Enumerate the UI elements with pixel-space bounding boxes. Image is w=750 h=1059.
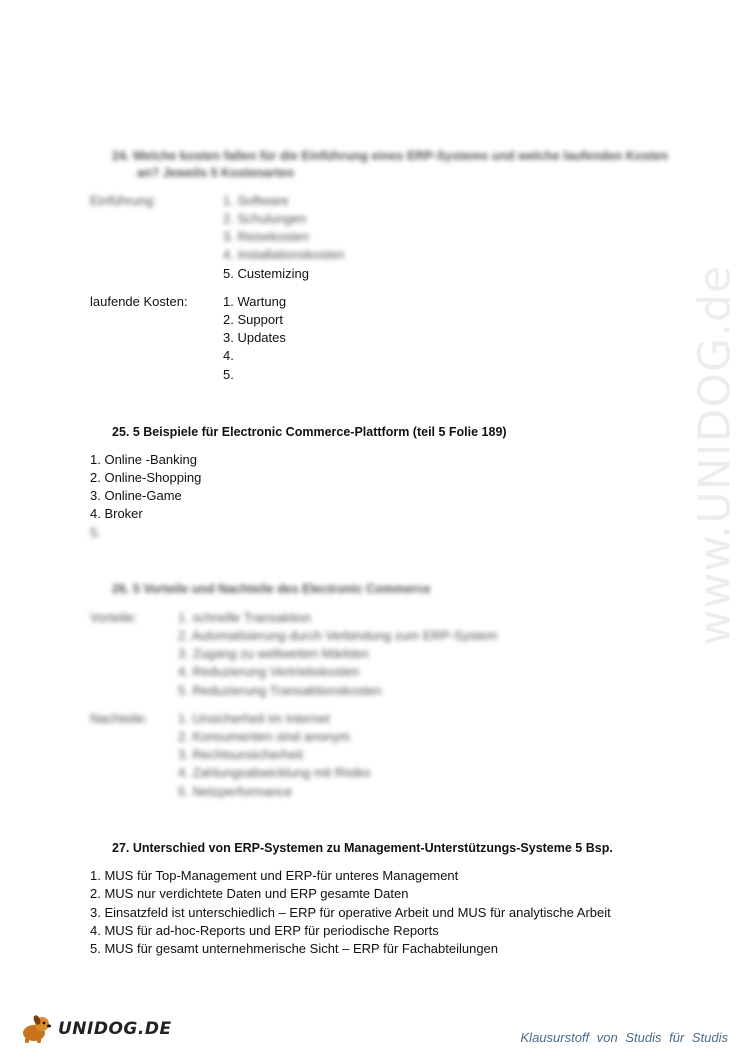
q24-running-item: 4.	[223, 348, 234, 363]
q26-pro-item: 5. Reduzierung Transaktionskosten	[178, 683, 382, 698]
q27-title: 27. Unterschied von ERP-Systemen zu Management-Unterstützungs-Systeme 5 Bsp.	[112, 841, 613, 855]
q24-running-item: 1. Wartung	[223, 294, 287, 309]
q27-item: 2. MUS nur verdichtete Daten und ERP gesamte Daten	[90, 886, 409, 901]
q26-pro-item: 1. schnelle Transaktion	[178, 610, 311, 625]
watermark: www.UNIDOG.de	[689, 264, 741, 646]
dog-mascot-icon	[20, 1014, 54, 1044]
q24-running-item: 2. Support	[223, 312, 283, 327]
q26-pro-item: 2. Automatisierung durch Verbindung zum ERP-System	[178, 628, 498, 643]
q27-item: 3. Einsatzfeld ist unterschiedlich – ERP für operative Arbeit und MUS für analytische Arbeit	[90, 905, 611, 920]
q26-con-item: 4. Zahlungsabwicklung mit Risiko	[178, 765, 371, 780]
q25-item: 4. Broker	[90, 506, 143, 521]
q26-con-item: 2. Konsumenten sind anonym	[178, 729, 350, 744]
q25-item: 1. Online -Banking	[90, 452, 197, 467]
q24-intro-item: 1. Software	[223, 193, 289, 208]
q24-running-item: 5.	[223, 367, 234, 382]
q27-item: 1. MUS für Top-Management und ERP-für unteres Management	[90, 868, 459, 883]
unidog-logo[interactable]	[20, 1014, 172, 1044]
q26-pro-item: 3. Zugang zu weltweiten Märkten	[178, 646, 369, 661]
q25-item: 3. Online-Game	[90, 488, 182, 503]
q26-label-pros: Vorteile:	[90, 610, 137, 625]
q24-intro-item: 3. Reisekosten	[223, 229, 309, 244]
q24-label-running: laufende Kosten:	[90, 294, 188, 309]
q26-con-item: 5. Netzperformance	[178, 784, 293, 799]
q25-title: 25. 5 Beispiele für Electronic Commerce-Plattform (teil 5 Folie 189)	[112, 425, 507, 439]
q27-item: 4. MUS für ad-hoc-Reports und ERP für periodische Reports	[90, 923, 439, 938]
logo-text: UNIDOG.DE	[58, 1019, 172, 1039]
q24-running-item: 3. Updates	[223, 330, 286, 345]
q26-con-item: 1. Unsicherheit im Internet	[178, 711, 330, 726]
q26-title: 26. 5 Vorteile und Nachteile des Electronic Commerce	[112, 582, 431, 596]
q24-intro-item: 5. Custemizing	[223, 266, 309, 281]
q25-item: 5.	[90, 525, 101, 540]
q24-intro-item: 2. Schulungen	[223, 211, 307, 226]
q27-item: 5. MUS für gesamt unternehmerische Sicht – ERP für Fachabteilungen	[90, 941, 499, 956]
q26-con-item: 3. Rechtsunsicherheit	[178, 747, 304, 762]
footer-tagline: Klausurstoff von Studis für Studis	[520, 1030, 728, 1045]
q25-item: 2. Online-Shopping	[90, 470, 202, 485]
q24-intro-item: 4. Installationskosten	[223, 247, 345, 262]
q26-pro-item: 4. Reduzierung Vertriebskosten	[178, 664, 360, 679]
q26-label-cons: Nachteile:	[90, 711, 148, 726]
q24-title-line1: 24. Welche kosten fallen für die Einführung eines ERP-Systems und welche laufenden Kosten	[112, 149, 669, 163]
q24-title-line2: an? Jeweils 5 Kostenarten	[137, 166, 295, 180]
q24-label-intro: Einführung:	[90, 193, 157, 208]
